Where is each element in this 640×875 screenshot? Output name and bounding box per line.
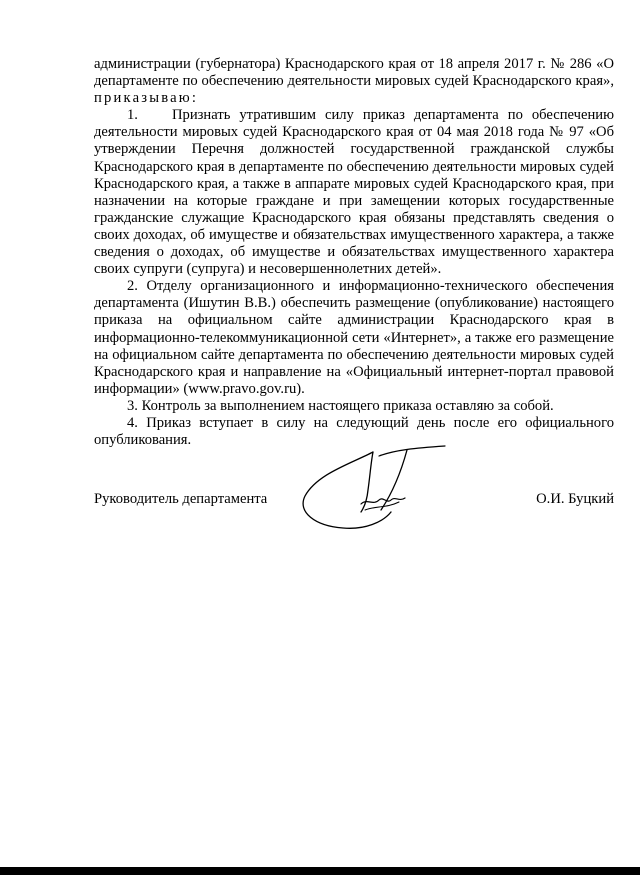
intro-line-2: «О департаменте по обеспечению деятельности мировых судей Краснодарского <box>94 56 614 90</box>
item-2-paragraph: 2. Отделу организационного и информационно-технического обеспечения департамента (Ишутин В.В.) обеспечить размещение (опубликование) настоящего приказа на официальном сайте администрации Краснодарского края в информационно-телекоммуникационной сети «Интернет», а также его размещение на официальном сайте департамента по обеспечению деятельности мировых судей Краснодарского края и направление на «Официальный интернет-портал правовой информации» (www.pravo.gov.ru). <box>94 278 614 397</box>
order-keyword: приказываю: <box>94 90 199 107</box>
scan-bottom-edge <box>0 867 640 875</box>
item-1-paragraph <box>94 107 614 278</box>
signer-position: Руководитель департамента <box>94 491 268 507</box>
item-3-paragraph: 3. Контроль за выполнением настоящего приказа оставляю за собой. <box>127 397 554 414</box>
document-body <box>94 56 614 449</box>
item-1-number: 1. <box>127 107 138 124</box>
intro-line-3-start: края», <box>575 73 614 90</box>
signer-name: О.И. Буцкий <box>536 491 614 507</box>
intro-line-1: администрации (губернатора) Краснодарского края от 18 апреля 2017 г. № 286 <box>94 56 592 72</box>
item-4-paragraph: 4. Приказ вступает в силу на следующий день после его официального опубликования. <box>94 414 614 449</box>
signature-row <box>94 491 614 513</box>
item-1-text: Признать утратившим силу приказ департамента по обеспечению деятельности мировых судей Краснодарского края от 04 мая 2018 года № 97 «Об утверждении Перечня должностей государственной гражданской службы Краснодарского края в департаменте по обеспечению деятельности мировых судей Краснодарского края, а также в аппарате мировых судей Краснодарского края, при назначении на которые граждане и при замещении которых государственные гражданские служащие Краснодарского края обязаны представлять сведения о своих доходах, об имуществе и обязательствах имущественного характера, а также сведения о доходах, об имуществе и обязательствах имущественного характера своих супруги (супруга) и несовершеннолетних детей». <box>94 107 614 278</box>
intro-paragraph <box>94 56 614 107</box>
